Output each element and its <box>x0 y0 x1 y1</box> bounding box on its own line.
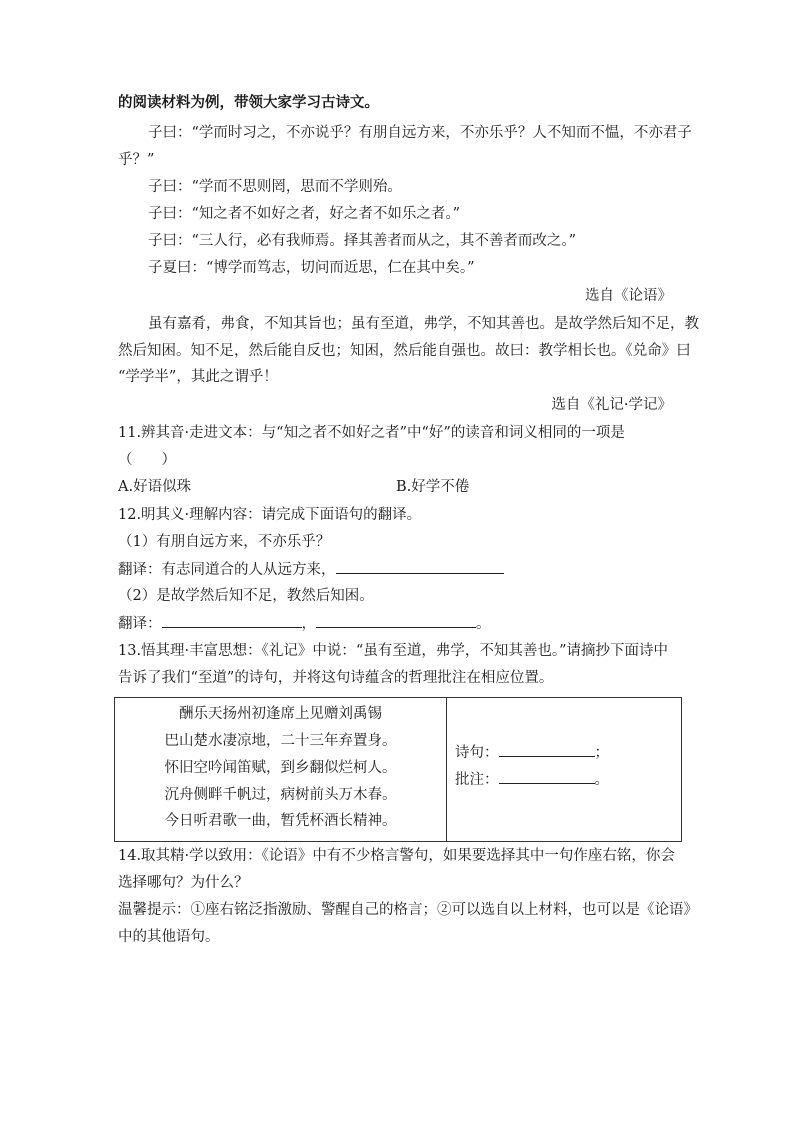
q12-translation-1 <box>118 559 504 580</box>
q12-translation-2-blank-a[interactable] <box>162 613 302 628</box>
poem-line-2: 怀旧空吟闻笛赋，到乡翻似烂柯人。 <box>164 760 397 776</box>
xueji-line-2: 然后知困。知不足，然后能自反也；知困，然后能自强也。故曰：教学相长也。《兑命》曰 <box>118 343 691 359</box>
q12-translation-2-label: 翻译： <box>118 616 162 632</box>
intro-text: 的阅读材料为例，带领大家学习古诗文。 <box>118 94 379 111</box>
poem-line-4: 今日听君歌一曲，暂凭杯酒长精神。 <box>164 813 397 829</box>
q11-answer-paren: （ ） <box>118 452 176 468</box>
verse-answer-row <box>455 742 609 763</box>
q14-stem-a: 14.取其精·学以致用：《论语》中有不少格言警句，如果要选择其中一句作座右铭，你会 <box>118 848 675 864</box>
note-label: 批注： <box>455 772 499 788</box>
lunyu-quote-1b: 乎？” <box>118 152 155 168</box>
q11-option-b: B.好学不倦 <box>396 479 470 495</box>
xueji-line-3: “学学半”，其此之谓乎！ <box>118 369 278 385</box>
lunyu-quote-5: 子夏曰：“博学而笃志，切问而近思，仁在其中矣。” <box>148 260 475 276</box>
table-divider <box>446 698 447 841</box>
lunyu-source: 选自《论语》 <box>585 288 672 304</box>
q14-hint-b: 中的其他语句。 <box>118 929 220 945</box>
q14-stem-b: 选择哪句？为什么？ <box>118 875 249 891</box>
poem-line-3: 沉舟侧畔千帆过，病树前头万木春。 <box>164 787 397 803</box>
q12-item-2: （2）是故学然后知不足，教然后知困。 <box>118 588 374 604</box>
note-answer-blank[interactable] <box>499 769 595 784</box>
q12-item-1: （1）有朋自远方来，不亦乐乎？ <box>118 534 331 550</box>
lunyu-quote-2: 子曰：“学而不思则罔，思而不学则殆。 <box>148 179 402 195</box>
verse-answer-blank[interactable] <box>499 742 595 757</box>
poem-title: 酬乐天扬州初逢席上见赠刘禹锡 <box>179 706 382 722</box>
poem-annotation-table <box>114 697 682 842</box>
q13-stem-b: 告诉了我们“至道”的诗句，并将这句诗蕴含的哲理批注在相应位置。 <box>118 670 554 686</box>
verse-end: ； <box>594 745 609 761</box>
q12-translation-1-label: 翻译：有志同道合的人从远方来， <box>118 562 336 578</box>
q12-translation-2-comma: ， <box>301 616 316 632</box>
q12-translation-2-blank-b[interactable] <box>316 613 476 628</box>
q13-stem-a: 13.悟其理·丰富思想：《礼记》中说：“虽有至道，弗学，不知其善也。”请摘抄下面诗中 <box>118 643 668 659</box>
verse-label: 诗句： <box>455 745 499 761</box>
q12-translation-1-blank[interactable] <box>336 559 504 574</box>
q12-stem: 12.明其义·理解内容：请完成下面语句的翻译。 <box>118 507 422 523</box>
q11-option-a: A.好语似珠 <box>118 479 192 495</box>
xueji-source: 选自《礼记·学记》 <box>551 397 672 413</box>
xueji-line-1: 虽有嘉肴，弗食，不知其旨也；虽有至道，弗学，不知其善也。是故学然后知不足，教 <box>148 316 699 332</box>
poem-line-1: 巴山楚水凄凉地，二十三年弃置身。 <box>164 733 397 749</box>
note-answer-row <box>455 769 609 790</box>
q12-translation-2 <box>118 613 491 634</box>
q12-translation-2-period: 。 <box>476 616 491 632</box>
q14-hint-a: 温馨提示：①座右铭泛指激励、警醒自己的格言；②可以选自以上材料，也可以是《论语》 <box>118 902 698 918</box>
lunyu-quote-4: 子曰：“三人行，必有我师焉。择其善者而从之，其不善者而改之。” <box>148 233 577 249</box>
lunyu-quote-3: 子曰：“知之者不如好之者，好之者不如乐之者。” <box>148 206 461 222</box>
q11-stem: 11.辨其音·走进文本：与“知之者不如好之者”中“好”的读音和词义相同的一项是 <box>118 425 625 441</box>
note-end: 。 <box>594 772 609 788</box>
lunyu-quote-1a: 子曰：“学而时习之，不亦说乎？有朋自远方来，不亦乐乎？人不知而不愠，不亦君子 <box>148 125 692 141</box>
